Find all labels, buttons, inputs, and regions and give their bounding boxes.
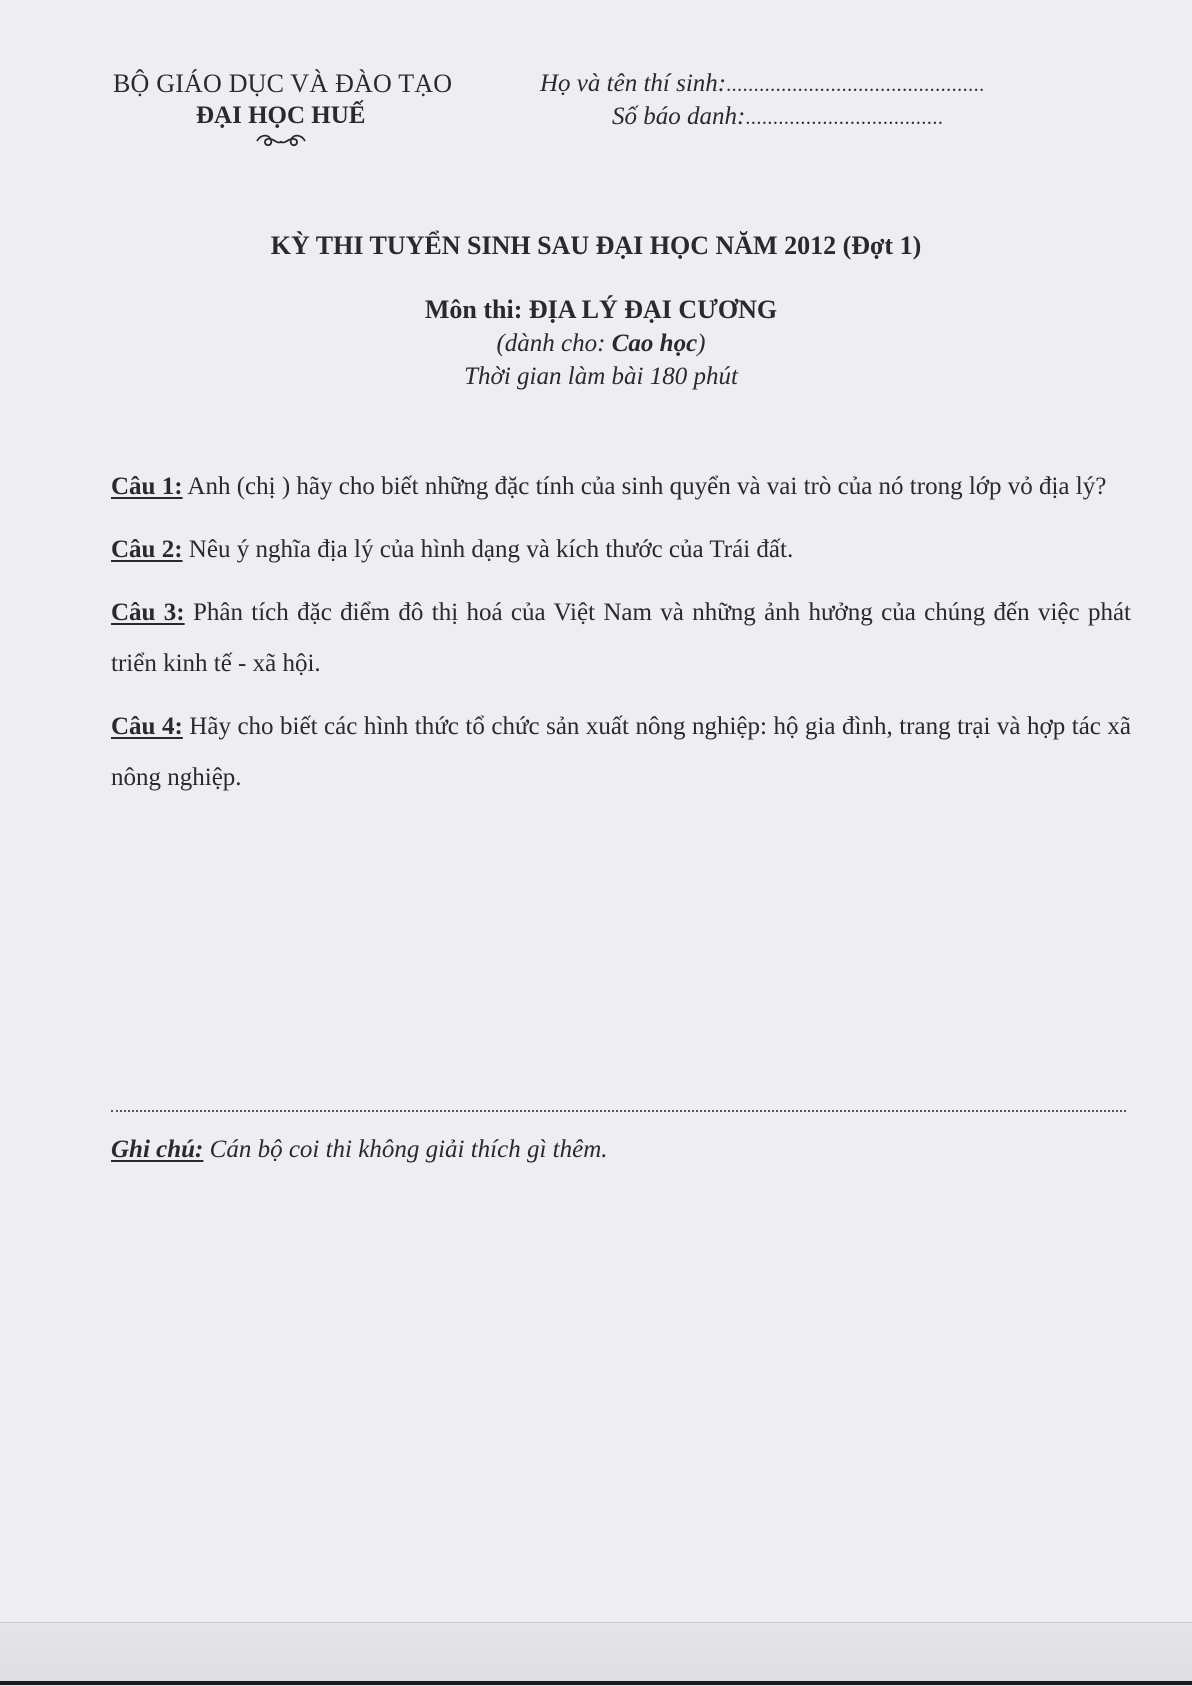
question-text: Phân tích đặc điểm đô thị hoá của Việt Nam và những ảnh hưởng của chúng đến việc phát triển kinh tế - xã hội. (111, 599, 1131, 677)
subject-prefix: Môn thi: (424, 295, 529, 324)
audience-value: Cao học (611, 330, 698, 357)
question-4 (111, 701, 1131, 803)
candidate-name-blank: ............................................... (726, 74, 985, 96)
candidate-number-line (612, 101, 1100, 134)
subject-name: ĐỊA LÝ ĐẠI CƯƠNG (528, 295, 778, 324)
note-line (111, 1134, 608, 1166)
audience-line (0, 328, 1192, 360)
question-label: Câu 2: (111, 536, 183, 563)
candidate-name-line (540, 68, 1100, 101)
candidate-number-label: Số báo danh: (612, 103, 746, 130)
question-2 (111, 524, 1131, 575)
candidate-name-label: Họ và tên thí sinh: (540, 70, 727, 97)
audience-suffix: ) (697, 330, 706, 357)
time-limit: Thời gian làm bài 180 phút (464, 363, 738, 390)
question-list (111, 461, 1131, 815)
university-name: ĐẠI HỌC HUẾ (196, 102, 366, 129)
question-label: Câu 1: (111, 473, 183, 500)
candidate-info (540, 68, 1100, 134)
note-label: Ghi chú: (111, 1136, 204, 1163)
scan-edge (0, 1622, 1192, 1686)
question-label: Câu 3: (111, 599, 185, 626)
question-text: Hãy cho biết các hình thức tổ chức sản xuất nông nghiệp: hộ gia đình, trang trại và hợp tác xã nông nghiệp. (111, 713, 1131, 791)
exam-title: KỲ THI TUYỂN SINH SAU ĐẠI HỌC NĂM 2012 (Đợt 1) (270, 231, 922, 260)
question-1 (111, 461, 1131, 512)
flourish-icon (255, 132, 307, 150)
subject-line (0, 294, 1192, 326)
question-3 (111, 587, 1131, 689)
institution-header (110, 68, 490, 156)
question-label: Câu 4: (111, 713, 183, 740)
note-text: Cán bộ coi thi không giải thích gì thêm. (203, 1136, 608, 1163)
ornament-icon (255, 132, 490, 156)
dotted-divider (111, 1110, 1126, 1112)
scan-border (0, 1681, 1192, 1685)
ministry-name: BỘ GIÁO DỤC VÀ ĐÀO TẠO (113, 69, 453, 98)
question-text: Anh (chị ) hãy cho biết những đặc tính của sinh quyển và vai trò của nó trong lớp vỏ địa lý? (182, 473, 1107, 500)
candidate-number-blank: .................................... (745, 107, 944, 129)
audience-prefix: (dành cho: (496, 330, 612, 357)
question-text: Nêu ý nghĩa địa lý của hình dạng và kích thước của Trái đất. (182, 536, 794, 563)
